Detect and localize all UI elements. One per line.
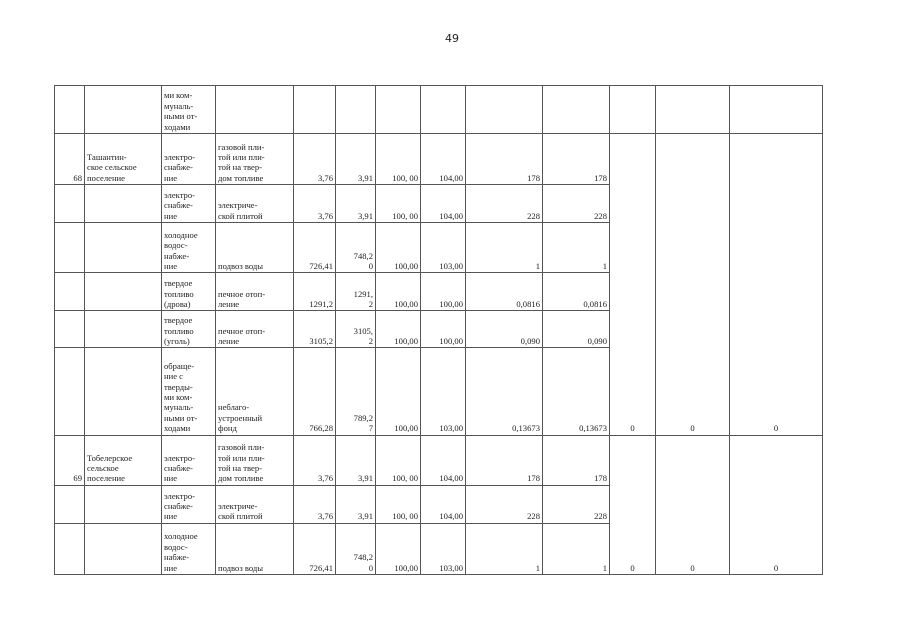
volume-1: 178 [466,435,543,485]
description-cell: печное отоп- ление [216,273,294,311]
service-cell: электро- снабже- ние [162,485,216,523]
tariff-1: 3,76 [294,134,336,185]
percent-2: 104,00 [421,185,466,223]
service-cell: твердое топливо (уголь) [162,311,216,348]
tariff-2: 3,91 [336,485,376,523]
volume-1: 1 [466,223,543,273]
table-row [55,86,823,134]
tariff-2: 3105, 2 [336,311,376,348]
description-cell: печное отоп- ление [216,311,294,348]
volume-2: 0,13673 [543,348,610,435]
extra-value-2: 0 [656,435,730,574]
service-cell: электро- снабже- ние [162,435,216,485]
description-cell: газовой пли- той или пли- той на твер- дом топливе [216,435,294,485]
table-row [55,134,823,185]
service-cell: электро- снабже- ние [162,134,216,185]
settlement-name: Ташантин- ское сельское поселение [85,134,162,185]
description-cell: электриче- ской плитой [216,485,294,523]
tariff-2: 748,2 0 [336,223,376,273]
percent-1: 100,00 [376,523,421,574]
tariff-1: 766,28 [294,348,336,435]
table-row [55,435,823,485]
tariff-1: 1291,2 [294,273,336,311]
tariff-1: 3,76 [294,185,336,223]
volume-1: 0,090 [466,311,543,348]
volume-2: 0,090 [543,311,610,348]
settlement-name: Тобелерское сельское поселение [85,435,162,485]
percent-1: 100, 00 [376,134,421,185]
row-number: 69 [55,435,85,485]
description-cell: газовой пли- той или пли- той на твер- дом топливе [216,134,294,185]
tariff-2: 789,2 7 [336,348,376,435]
percent-2: 104,00 [421,435,466,485]
row-number: 68 [55,134,85,185]
tariff-2: 3,91 [336,435,376,485]
description-cell: электриче- ской плитой [216,185,294,223]
description-cell: неблаго- устроенный фонд [216,348,294,435]
volume-2: 228 [543,185,610,223]
tariff-1: 3,76 [294,435,336,485]
volume-1: 0,13673 [466,348,543,435]
tariff-2: 748,2 0 [336,523,376,574]
percent-1: 100, 00 [376,485,421,523]
service-cell: твердое топливо (дрова) [162,273,216,311]
volume-2: 228 [543,485,610,523]
percent-2: 104,00 [421,485,466,523]
volume-2: 0,0816 [543,273,610,311]
percent-1: 100, 00 [376,185,421,223]
page-number: 49 [445,32,459,45]
volume-2: 1 [543,223,610,273]
service-cell: холодное водос- набже- ние [162,223,216,273]
extra-value-2: 0 [656,134,730,436]
tariff-1: 3105,2 [294,311,336,348]
percent-2: 100,00 [421,311,466,348]
tariff-2: 3,91 [336,185,376,223]
tariff-table [54,85,823,575]
volume-2: 1 [543,523,610,574]
volume-1: 178 [466,134,543,185]
percent-1: 100,00 [376,348,421,435]
volume-2: 178 [543,134,610,185]
service-cell: холодное водос- набже- ние [162,523,216,574]
volume-1: 1 [466,523,543,574]
volume-2: 178 [543,435,610,485]
description-cell: подвоз воды [216,523,294,574]
service-cell: электро- снабже- ние [162,185,216,223]
percent-2: 103,00 [421,223,466,273]
percent-2: 103,00 [421,523,466,574]
tariff-1: 726,41 [294,223,336,273]
service-cell: обраще- ние с тверды- ми ком- муналь- ными от- ходами [162,348,216,435]
percent-1: 100,00 [376,311,421,348]
volume-1: 228 [466,185,543,223]
extra-value-1: 0 [610,435,656,574]
tariff-2: 1291, 2 [336,273,376,311]
volume-1: 228 [466,485,543,523]
percent-1: 100, 00 [376,435,421,485]
extra-value-3: 0 [730,435,823,574]
tariff-1: 726,41 [294,523,336,574]
description-cell: подвоз воды [216,223,294,273]
percent-2: 104,00 [421,134,466,185]
percent-2: 103,00 [421,348,466,435]
percent-1: 100,00 [376,223,421,273]
tariff-1: 3,76 [294,485,336,523]
tariff-2: 3,91 [336,134,376,185]
percent-2: 100,00 [421,273,466,311]
volume-1: 0,0816 [466,273,543,311]
extra-value-3: 0 [730,134,823,436]
percent-1: 100,00 [376,273,421,311]
service-cell: ми ком- муналь- ными от- ходами [162,86,216,134]
extra-value-1: 0 [610,134,656,436]
